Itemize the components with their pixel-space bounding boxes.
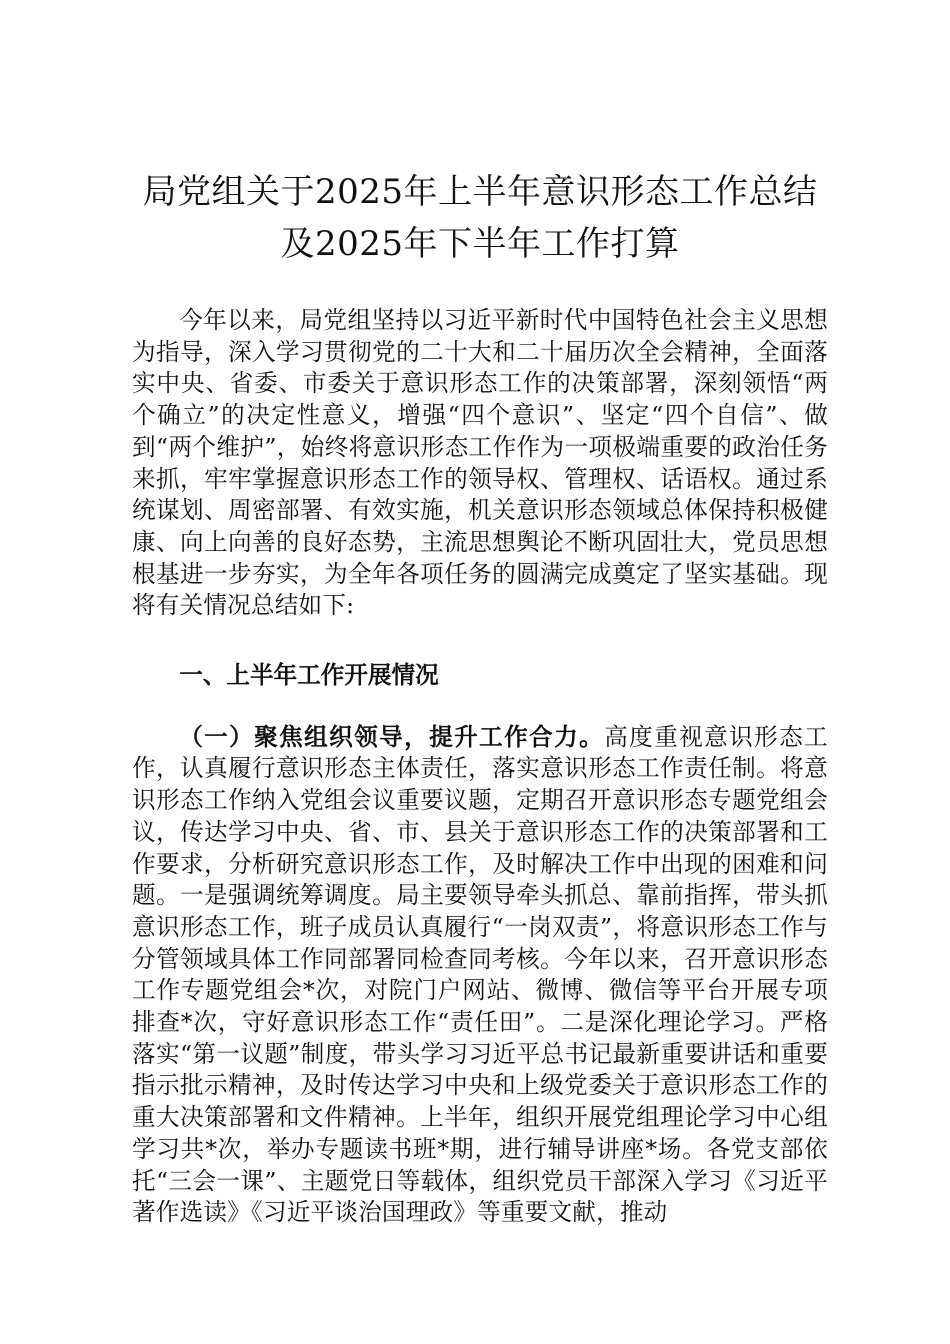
- title-line-1: 局党组关于2025年上半年意识形态工作总结: [142, 172, 818, 212]
- section-1-1-paragraph: [132, 722, 828, 1229]
- title-line-2: 及2025年下半年工作打算: [280, 224, 680, 264]
- section-1-1-body: 高度重视意识形态工作，认真履行意识形态主体责任，落实意识形态工作责任制。将意识形态工作纳入党组会议重要议题，定期召开意识形态专题党组会议，传达学习中央、省、市、县关于意识形态工作的决策部署和工作要求，分析研究意识形态工作，及时解决工作中出现的困难和问题。一是强调统筹调度。局主要领导牵头抓总、靠前指挥，带头抓意识形态工作，班子成员认真履行“一岗双责”，将意识形态工作与分管领域具体工作同部署同检查同考核。今年以来，召开意识形态工作专题党组会*次，对院门户网站、微博、微信等平台开展专项排查*次，守好意识形态工作“责任田”。二是深化理论学习。严格落实“第一议题”制度，带头学习习近平总书记最新重要讲话和重要指示批示精神，及时传达学习中央和上级党委关于意识形态工作的重大决策部署和文件精神。上半年，组织开展党组理论学习中心组学习共*次，举办专题读书班*期，进行辅导讲座*场。各党支部依托“三会一课”、主题党日等载体，组织党员干部深入学习《习近平著作选读》《习近平谈治国理政》等重要文献，推动: [132, 722, 828, 1227]
- intro-paragraph: 今年以来，局党组坚持以习近平新时代中国特色社会主义思想为指导，深入学习贯彻党的二十大和二十届历次全会精神，全面落实中央、省委、市委关于意识形态工作的决策部署，深刻领悟“两个确立”的决定性意义，增强“四个意识”、坚定“四个自信”、做到“两个维护”，始终将意识形态工作作为一项极端重要的政治任务来抓，牢牢掌握意识形态工作的领导权、管理权、话语权。通过系统谋划、周密部署、有效实施，机关意识形态领域总体保持积极健康、向上向善的良好态势，主流思想舆论不断巩固壮大，党员思想根基进一步夯实，为全年各项任务的圆满完成奠定了坚实基础。现将有关情况总结如下:: [132, 306, 828, 620]
- section-1-1-lead: （一）聚焦组织领导，提升工作合力。: [179, 722, 605, 751]
- section-1-heading: 一、上半年工作开展情况: [179, 661, 439, 690]
- document-title: [132, 166, 828, 270]
